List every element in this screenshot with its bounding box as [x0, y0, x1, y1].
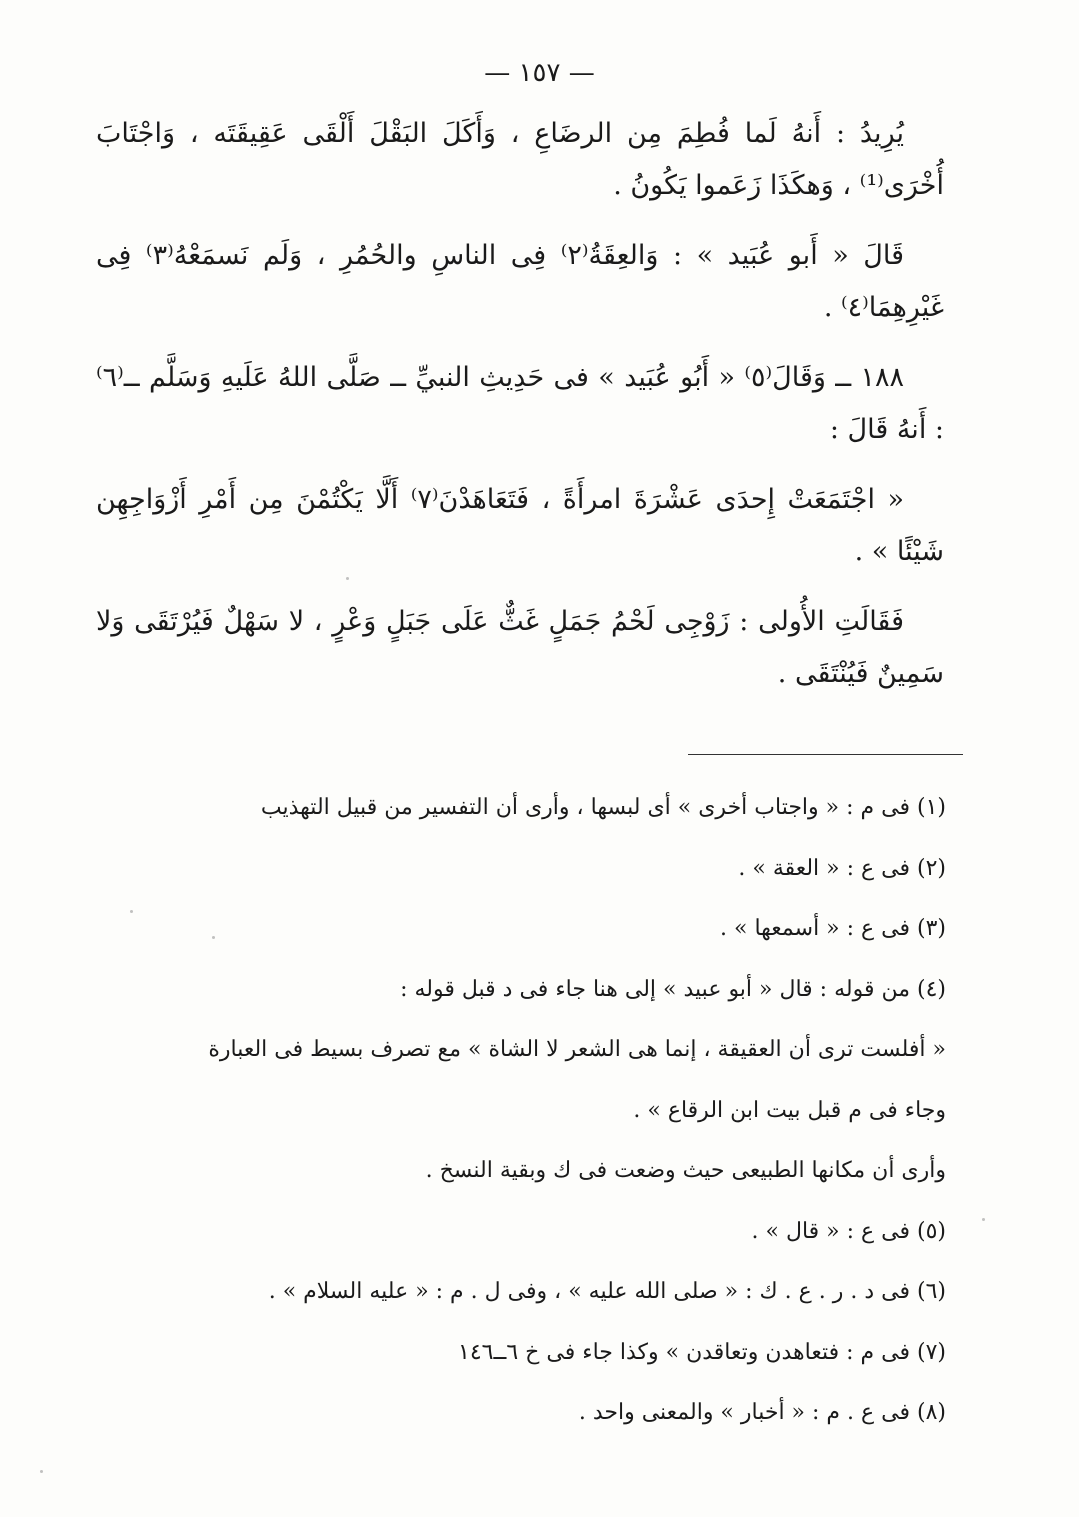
footnote-8: (٨) فى ع . م : « أخبار » والمعنى واحد . [578, 1400, 946, 1425]
scan-speck [982, 1218, 985, 1221]
footnote-2: (٢) فى ع : « العقة » . [738, 855, 946, 881]
footnote-6: (٦) فى د . ر . ع . ك : « صلى الله عليه » ، وفى ل . م : « عليه السلام » . [268, 1279, 946, 1304]
paragraph-abu-ubaid-quote: قَالَ « أَبو عُبَيد » : وَالعِقَةُ⁽٢⁾ فِى الناسِ والحُمُرِ ، وَلَم نَسمَعْهُ⁽٣⁾ فِى غَيْرِهِمَا⁽٤⁾ . [96, 240, 944, 323]
footnote-3: (٣) فى ع : « أسمعها » . [720, 916, 946, 941]
scan-speck [40, 1470, 43, 1473]
page-number: — ١٥٧ — [484, 58, 595, 88]
footnote-5: (٥) فى ع : « قال » . [751, 1218, 946, 1244]
scan-speck [130, 910, 133, 913]
footnote-divider [688, 754, 963, 755]
main-text-body [96, 108, 944, 718]
scan-speck [346, 577, 349, 580]
footnote-4: (٤) من قوله : قال « أبو عبيد » إلى هنا جاء فى د قبل قوله : [400, 976, 946, 1002]
footnote-4-continued: « أفلست ترى أن العقيقة ، إنما هى الشعر لا الشاة » مع تصرف بسيط فى العبارة [208, 1037, 946, 1062]
paragraph-eleven-women: « اجْتَمَعَتْ إِحدَى عَشْرَةَ امرأَةً ، فَتَعَاهَدْنَ⁽٧⁾ أَلَّا يَكْتُمْنَ مِن أَمْرِ أَزْوَاجِهِن شَيْئًا » . [96, 484, 944, 567]
footnote-7: (٧) فى م : فتعاهدن وتعاقدن » وكذا جاء فى خ ٦ــ١٤٦ [458, 1339, 946, 1365]
paragraph-first-woman: فَقَالَتِ الأُولى : زَوْجِى لَحْمُ جَمَلٍ غَثٌّ عَلَى جَبَلٍ وَعْرٍ ، لا سَهْلٌ فَيُرْتَقَى وَلا سَمِينٌ فَيُنْتَقَى . [96, 606, 944, 689]
scan-speck [212, 936, 215, 939]
paragraph-explanation: يُرِيدُ : أَنهُ لَما فُطِمَ مِن الرضَاعِ ، وَأَكَلَ البَقْلَ أَلْقَى عَقِيقَتَه ، وَاجْتَابَ أُخْرَى⁽¹⁾ ، وَهكَذَا زَعَموا يَكُونُ . [96, 118, 944, 201]
footnote-1: (١) فى م : « واجتاب أخرى » أى لبسها ، وأرى أن التفسير من قبيل التهذيب [260, 795, 946, 820]
footnote-4-continued: وجاء فى م قبل بيت ابن الرقاع » . [633, 1097, 946, 1123]
paragraph-hadith-188: ١٨٨ ــ وَقَالَ⁽٥⁾ « أَبُو عُبَيد » فى حَدِيثِ النبيِّ ــ صَلَّى اللهُ عَلَيهِ وَسَلَّم ــ⁽٦⁾ : أَنهُ قَالَ : [96, 362, 944, 445]
footnotes-section [118, 778, 946, 1444]
footnote-4-continued: وأرى أن مكانها الطبيعى حيث وضعت فى ك وبقية النسخ . [425, 1158, 946, 1183]
